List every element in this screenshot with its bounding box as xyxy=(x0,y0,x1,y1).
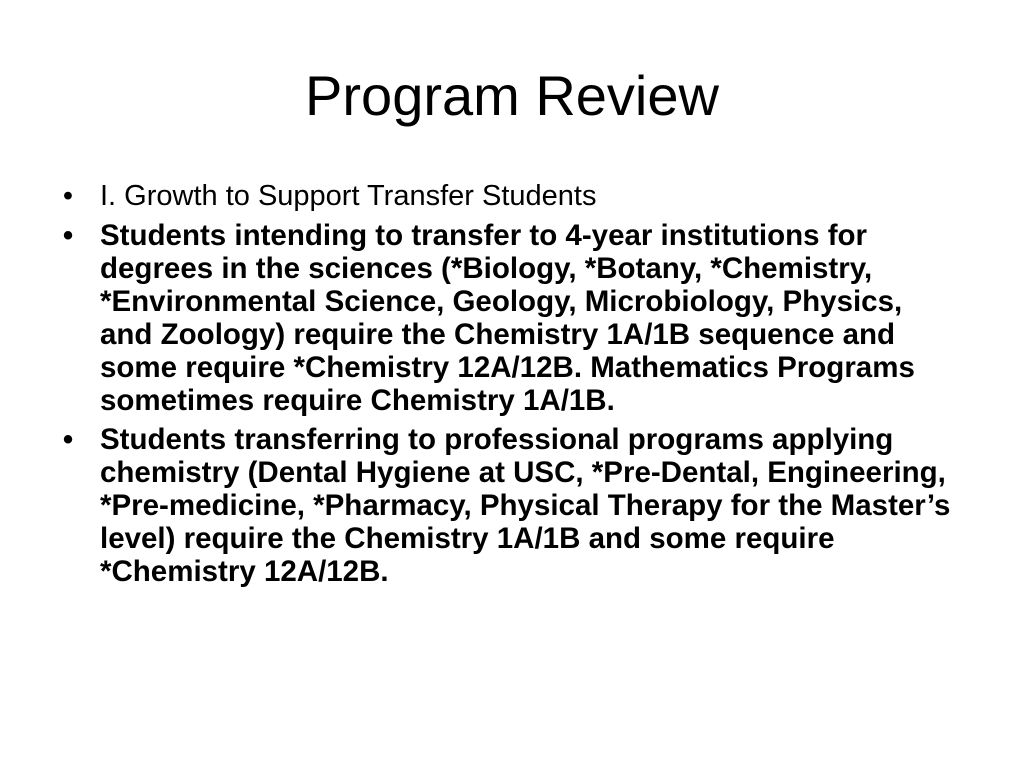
bullet-item-growth xyxy=(58,180,958,213)
bullet-dot-icon: • xyxy=(62,219,74,252)
slide-title: Program Review xyxy=(305,64,719,127)
bullet-text: I. Growth to Support Transfer Students xyxy=(100,180,597,212)
bullet-dot-icon: • xyxy=(62,180,74,212)
bullet-text: Students transferring to professional programs applying chemistry (Dental Hygiene at USC, *Pre-Dental, Engineering, *Pre-medicine, *Pharmacy, Physical Therapy for the Master’s level) require the Chemistry 1A/1B and some require *Chemistry 12A/12B. xyxy=(100,423,951,588)
bullet-dot-icon: • xyxy=(62,423,74,456)
bullet-item-sciences xyxy=(58,219,958,417)
bullet-item-professional xyxy=(58,423,958,588)
bullet-list xyxy=(58,180,958,594)
bullet-text: Students intending to transfer to 4-year institutions for degrees in the sciences (*Biology, *Botany, *Chemistry, *Environmental Science, Geology, Microbiology, Physics, and Zoology) require the Chemistry 1A/1B sequence and some require *Chemistry 12A/12B. Mathematics Programs sometimes require Chemistry 1A/1B. xyxy=(100,219,915,417)
